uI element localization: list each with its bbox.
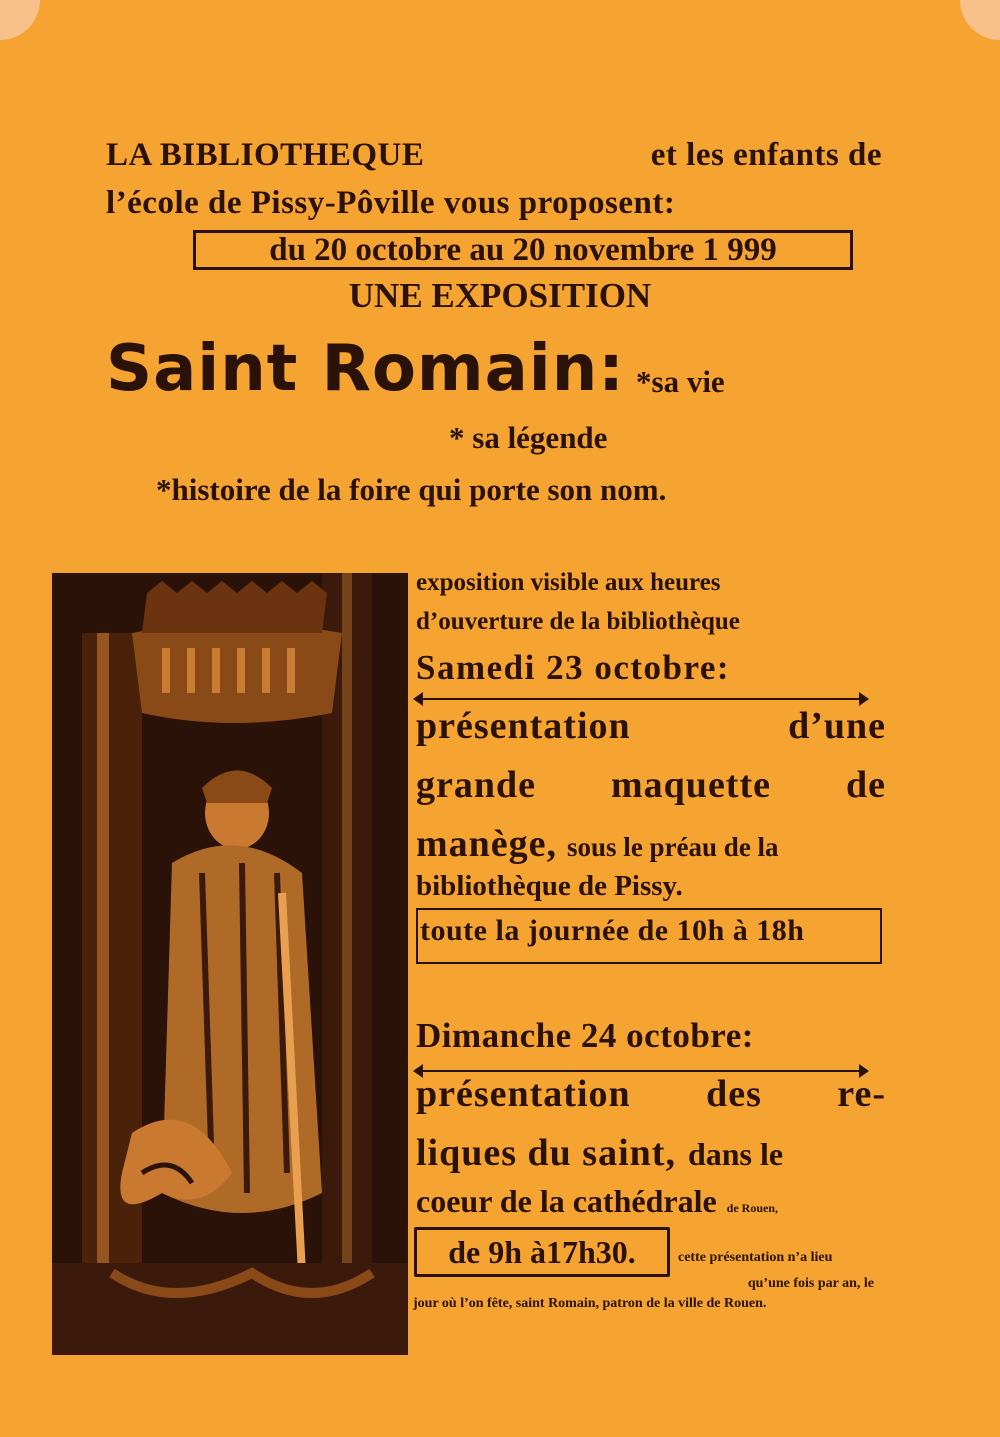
subtitle-legend: * sa légende (449, 420, 608, 455)
saturday-text: présentation (416, 705, 631, 747)
paper-corner-stain (0, 0, 40, 40)
saturday-line-1 (416, 704, 886, 748)
sunday-text: dans le (687, 1136, 784, 1172)
sunday-line-2 (416, 1131, 886, 1175)
sunday-text: coeur de la cathédrale (416, 1183, 717, 1219)
note-line-1: cette présentation n’a lieu (678, 1250, 833, 1265)
saturday-text: sous le préau de la (567, 832, 779, 862)
saturday-time-box: toute la journée de 10h à 18h (416, 908, 882, 964)
visibility-line-1 (416, 566, 886, 599)
note-line-3: jour où l’on fête, saint Romain, patron de la ville de Rouen. (413, 1296, 767, 1311)
sunday-text: présentation (416, 1073, 631, 1115)
saturday-text: d’une (788, 705, 886, 747)
intro-line-1 (106, 132, 882, 178)
saturday-line-2 (416, 763, 886, 807)
subtitle-life: *sa vie (636, 364, 725, 399)
sunday-text: des (706, 1073, 762, 1115)
poster-title: Saint Romain: (106, 332, 625, 406)
sunday-text: liques du saint, (416, 1132, 676, 1174)
sunday-text: de Rouen, (726, 1201, 779, 1215)
saturday-line-4: bibliothèque de Pissy. (416, 870, 683, 902)
exposition-heading: UNE EXPOSITION (348, 276, 652, 315)
subtitle-fair: *histoire de la foire qui porte son nom. (156, 472, 667, 507)
intro-text: et les enfants de (650, 137, 882, 173)
saturday-text: manège, (416, 823, 558, 865)
visibility-text: exposition visible aux heures (416, 569, 721, 596)
library-label: LA BIBLIOTHEQUE (106, 137, 425, 173)
visibility-line-2: d’ouverture de la bibliothèque (416, 608, 740, 635)
saturday-heading: Samedi 23 octobre: (416, 648, 731, 687)
intro-line-2 (106, 180, 882, 226)
saturday-text: de (846, 764, 886, 806)
sunday-text: re- (837, 1073, 886, 1115)
intro-text: l’école de Pissy-Pôville vous proposent: (106, 185, 676, 221)
saint-statue-photo (52, 573, 408, 1355)
paper-corner-stain (960, 0, 1000, 40)
sunday-hours-box: de 9h à17h30. (414, 1227, 670, 1277)
saturday-text: maquette (611, 764, 771, 806)
sunday-line-3 (416, 1183, 886, 1220)
saturday-line-3 (416, 822, 886, 866)
double-arrow-icon (416, 698, 866, 700)
date-range-box: du 20 octobre au 20 novembre 1 999 (193, 230, 853, 270)
sunday-heading: Dimanche 24 octobre: (416, 1016, 754, 1055)
note-line-2: qu’une fois par an, le (747, 1276, 874, 1291)
saturday-text: grande (416, 764, 536, 806)
sunday-line-1 (416, 1072, 886, 1116)
